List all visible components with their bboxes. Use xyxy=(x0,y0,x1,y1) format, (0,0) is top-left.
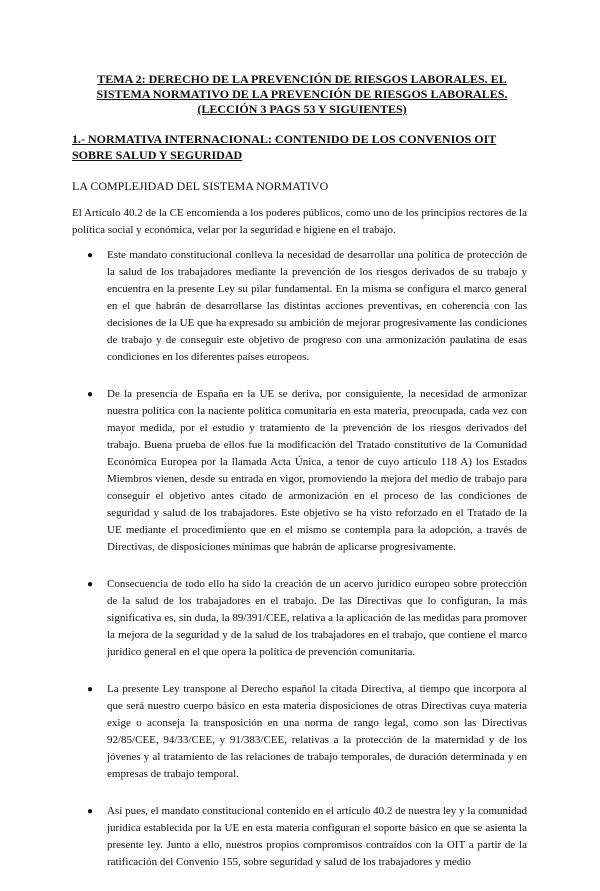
subheading: LA COMPLEJIDAD DEL SISTEMA NORMATIVO xyxy=(72,179,329,193)
intro-paragraph: El Artículo 40.2 de la CE encomienda a los poderes públicos, como uno de los principios rectores de la política social y económica, velar por la seguridad e higiene en el trabajo. xyxy=(72,207,527,236)
list-item-text: De la presencia de España en la UE se deriva, por consiguiente, la necesidad de armonizar nuestra política con la naciente política comunitaria en esta materia, preocupada, cada vez con mayor medida, por el estudio y tratamiento de la prevención de los riesgos derivados del trabajo. Buena prueba de ellos fue la modificación del Tratado constitutivo de la Comunidad Económica Europea por la llamada Acta Única, a tenor de cuyo artículo 118 A) los Estados Miembros vienen, desde su entrada en vigor, promoviendo la mejora del medio de trabajo para conseguir el objetivo antes citado de armonización en el proceso de las condiciones de seguridad y salud de los trabajadores. Este objetivo se ha visto reforzado en el Tratado de la UE mediante el procedimiento que en el mismo se contempla para la adopción, a través de Directivas, de disposiciones mínimas que habrán de aplicarse progresivamente. xyxy=(107,388,527,553)
list-item-text: Este mandato constitucional conlleva la necesidad de desarrollar una política de protección de la salud de los trabajadores mediante la prevención de los riesgos derivados de su trabajo y encuentra en la presente Ley su pilar fundamental. En la misma se configura el marco general en el que habrán de desarrollarse las distintas acciones preventivas, en coherencia con las decisiones de la UE que ha expresado su ambición de mejorar progresivamente las condiciones de trabajo y de conseguir este objetivo de progreso con una armonización paulatina de esas condiciones en los diferentes países europeos. xyxy=(107,249,527,363)
bullet-dot-icon: ● xyxy=(87,806,94,817)
list-item xyxy=(87,576,527,661)
list-item xyxy=(87,247,527,366)
list-item-text: Consecuencia de todo ello ha sido la creación de un acervo jurídico europeo sobre protección de la salud de los trabajadores en el trabajo. De las Directivas que lo configuran, la más significativa es, sin duda, la 89/391/CEE, relativa a la aplicación de las medidas para promover la mejora de la seguridad y de la salud de los trabajadores en el trabajo, que contiene el marco jurídico general en el que opera la política de prevención comunitaria. xyxy=(107,578,527,658)
bullet-dot-icon: ● xyxy=(87,389,94,400)
bullet-dot-icon: ● xyxy=(87,250,94,261)
list-item xyxy=(87,386,527,556)
bullet-dot-icon: ● xyxy=(87,684,94,695)
bullet-dot-icon: ● xyxy=(87,579,94,590)
page-title: TEMA 2: DERECHO DE LA PREVENCIÓN DE RIESGOS LABORALES. EL SISTEMA NORMATIVO DE LA PREVENCIÓN DE RIESGOS LABORALES. (LECCIÓN 3 PAGS 53 Y SIGUIENTES) xyxy=(96,72,508,116)
section-heading: 1.- NORMATIVA INTERNACIONAL: CONTENIDO DE LOS CONVENIOS OIT SOBRE SALUD Y SEGURIDAD xyxy=(72,132,497,162)
list-item-text: La presente Ley transpone al Derecho español la citada Directiva, al tiempo que incorpora al que será nuestro cuerpo básico en esta materia disposiciones de otras Directivas cuya materia exige o aconseja la transposición en una norma de rango legal, como son las Directivas 92/85/CEE, 94/33/CEE, y 91/383/CEE, relativas a la protección de la maternidad y de los jóvenes y al tratamiento de las relaciones de trabajo temporales, de duración determinada y en empresas de trabajo temporal. xyxy=(107,683,527,780)
list-item-text: Así pues, el mandato constitucional contenido en el artículo 40.2 de nuestra ley y la comunidad jurídica establecida por la UE en esta materia configuran el soporte básico en que se asienta la presente ley. Junto a ello, nuestros propios compromisos contraídos con la OIT a partir de la ratificación del Convenio 155, sobre seguridad y salud de los trabajadores y medio xyxy=(107,805,527,868)
bullet-list xyxy=(87,247,527,891)
list-item xyxy=(87,681,527,783)
list-item xyxy=(87,803,527,871)
